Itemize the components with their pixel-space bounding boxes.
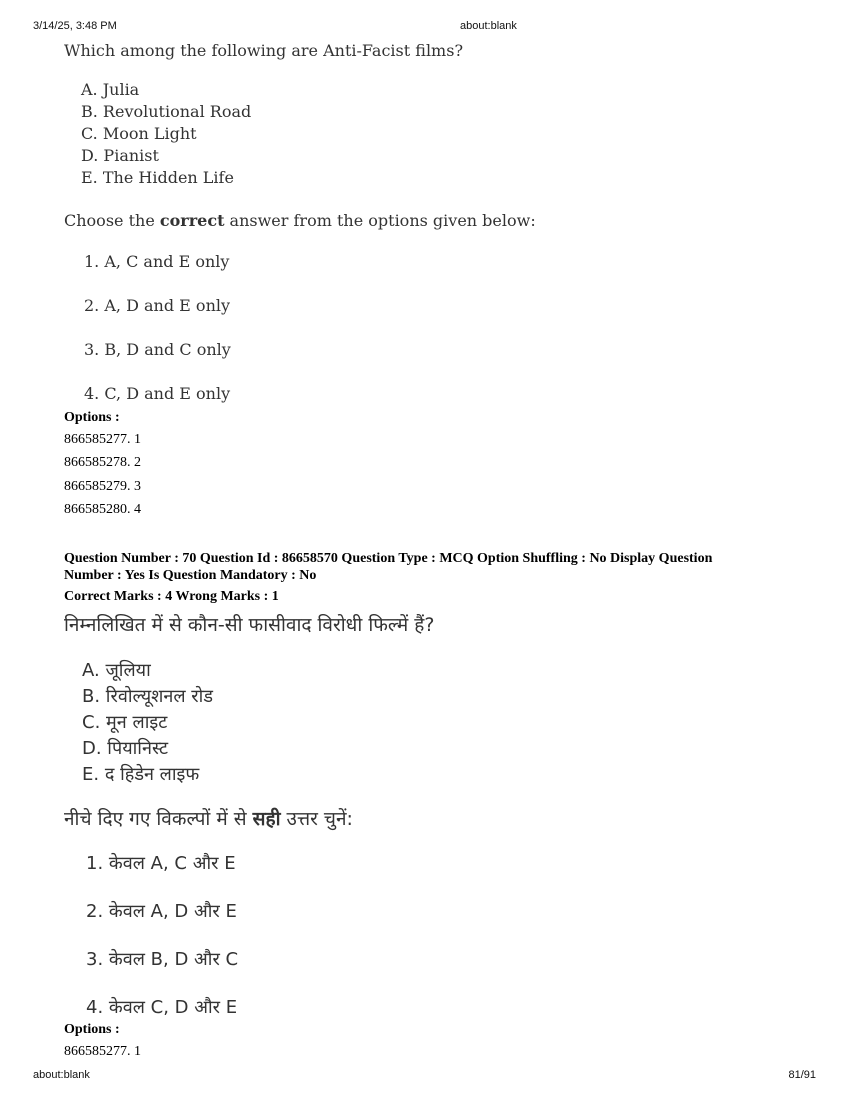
question-meta-line-1: Question Number : 70 Question Id : 86658570 Question Type : MCQ Option Shuffling : No Display Question bbox=[64, 551, 713, 566]
film-list-english bbox=[81, 79, 251, 189]
list-item: A. जूलिया bbox=[82, 660, 151, 681]
list-item: B. Revolutional Road bbox=[81, 102, 252, 121]
list-item: D. पियानिस्ट bbox=[82, 738, 169, 759]
answer-option-3-hindi: 3. केवल B, D और C bbox=[86, 949, 239, 970]
choose-prefix: Choose the bbox=[64, 211, 160, 230]
answer-option-2-hindi: 2. केवल A, D और E bbox=[86, 901, 237, 922]
choose-instruction-english bbox=[64, 211, 536, 230]
choose-suffix: उत्तर चुनें: bbox=[280, 808, 353, 830]
choose-bold: correct bbox=[159, 211, 225, 230]
list-item: D. Pianist bbox=[81, 146, 159, 165]
options-label: Options : bbox=[64, 1022, 120, 1037]
question-text-hindi: निम्नलिखित में से कौन-सी फासीवाद विरोधी फिल्में हैं? bbox=[64, 614, 435, 636]
page-number: 81/91 bbox=[788, 1069, 816, 1081]
answer-option-1: 1. A, C and E only bbox=[84, 252, 230, 271]
option-id: 866585277. 1 bbox=[64, 432, 141, 447]
list-item: A. Julia bbox=[81, 80, 140, 99]
list-item: E. द हिडेन लाइफ bbox=[82, 764, 200, 785]
option-id: 866585277. 1 bbox=[64, 1044, 141, 1059]
answer-option-4: 4. C, D and E only bbox=[84, 384, 231, 403]
list-item: B. रिवोल्यूशनल रोड bbox=[82, 686, 213, 707]
answer-option-3: 3. B, D and C only bbox=[84, 340, 231, 359]
print-url: about:blank bbox=[33, 1069, 90, 1081]
option-id: 866585278. 2 bbox=[64, 455, 141, 470]
question-text-english: Which among the following are Anti-Facist films? bbox=[64, 41, 464, 60]
option-id: 866585279. 3 bbox=[64, 479, 141, 494]
question-meta-line-2: Number : Yes Is Question Mandatory : No bbox=[64, 568, 317, 583]
answer-option-2: 2. A, D and E only bbox=[84, 296, 231, 315]
list-item: E. The Hidden Life bbox=[81, 168, 234, 187]
answer-option-4-hindi: 4. केवल C, D और E bbox=[86, 997, 238, 1018]
choose-suffix: answer from the options given below: bbox=[224, 211, 536, 230]
choose-prefix: नीचे दिए गए विकल्पों में से bbox=[64, 808, 253, 830]
option-id: 866585280. 4 bbox=[64, 502, 141, 517]
list-item: C. मून लाइट bbox=[82, 712, 168, 733]
film-list-hindi bbox=[82, 658, 213, 788]
print-title: about:blank bbox=[460, 20, 517, 32]
choose-instruction-hindi bbox=[64, 805, 353, 831]
choose-bold: सही bbox=[252, 808, 281, 830]
marks-info: Correct Marks : 4 Wrong Marks : 1 bbox=[64, 589, 279, 604]
print-datetime: 3/14/25, 3:48 PM bbox=[33, 20, 117, 32]
question-meta bbox=[64, 550, 784, 584]
list-item: C. Moon Light bbox=[81, 124, 197, 143]
answer-option-1-hindi: 1. केवल A, C और E bbox=[86, 853, 236, 874]
options-label: Options : bbox=[64, 410, 120, 425]
